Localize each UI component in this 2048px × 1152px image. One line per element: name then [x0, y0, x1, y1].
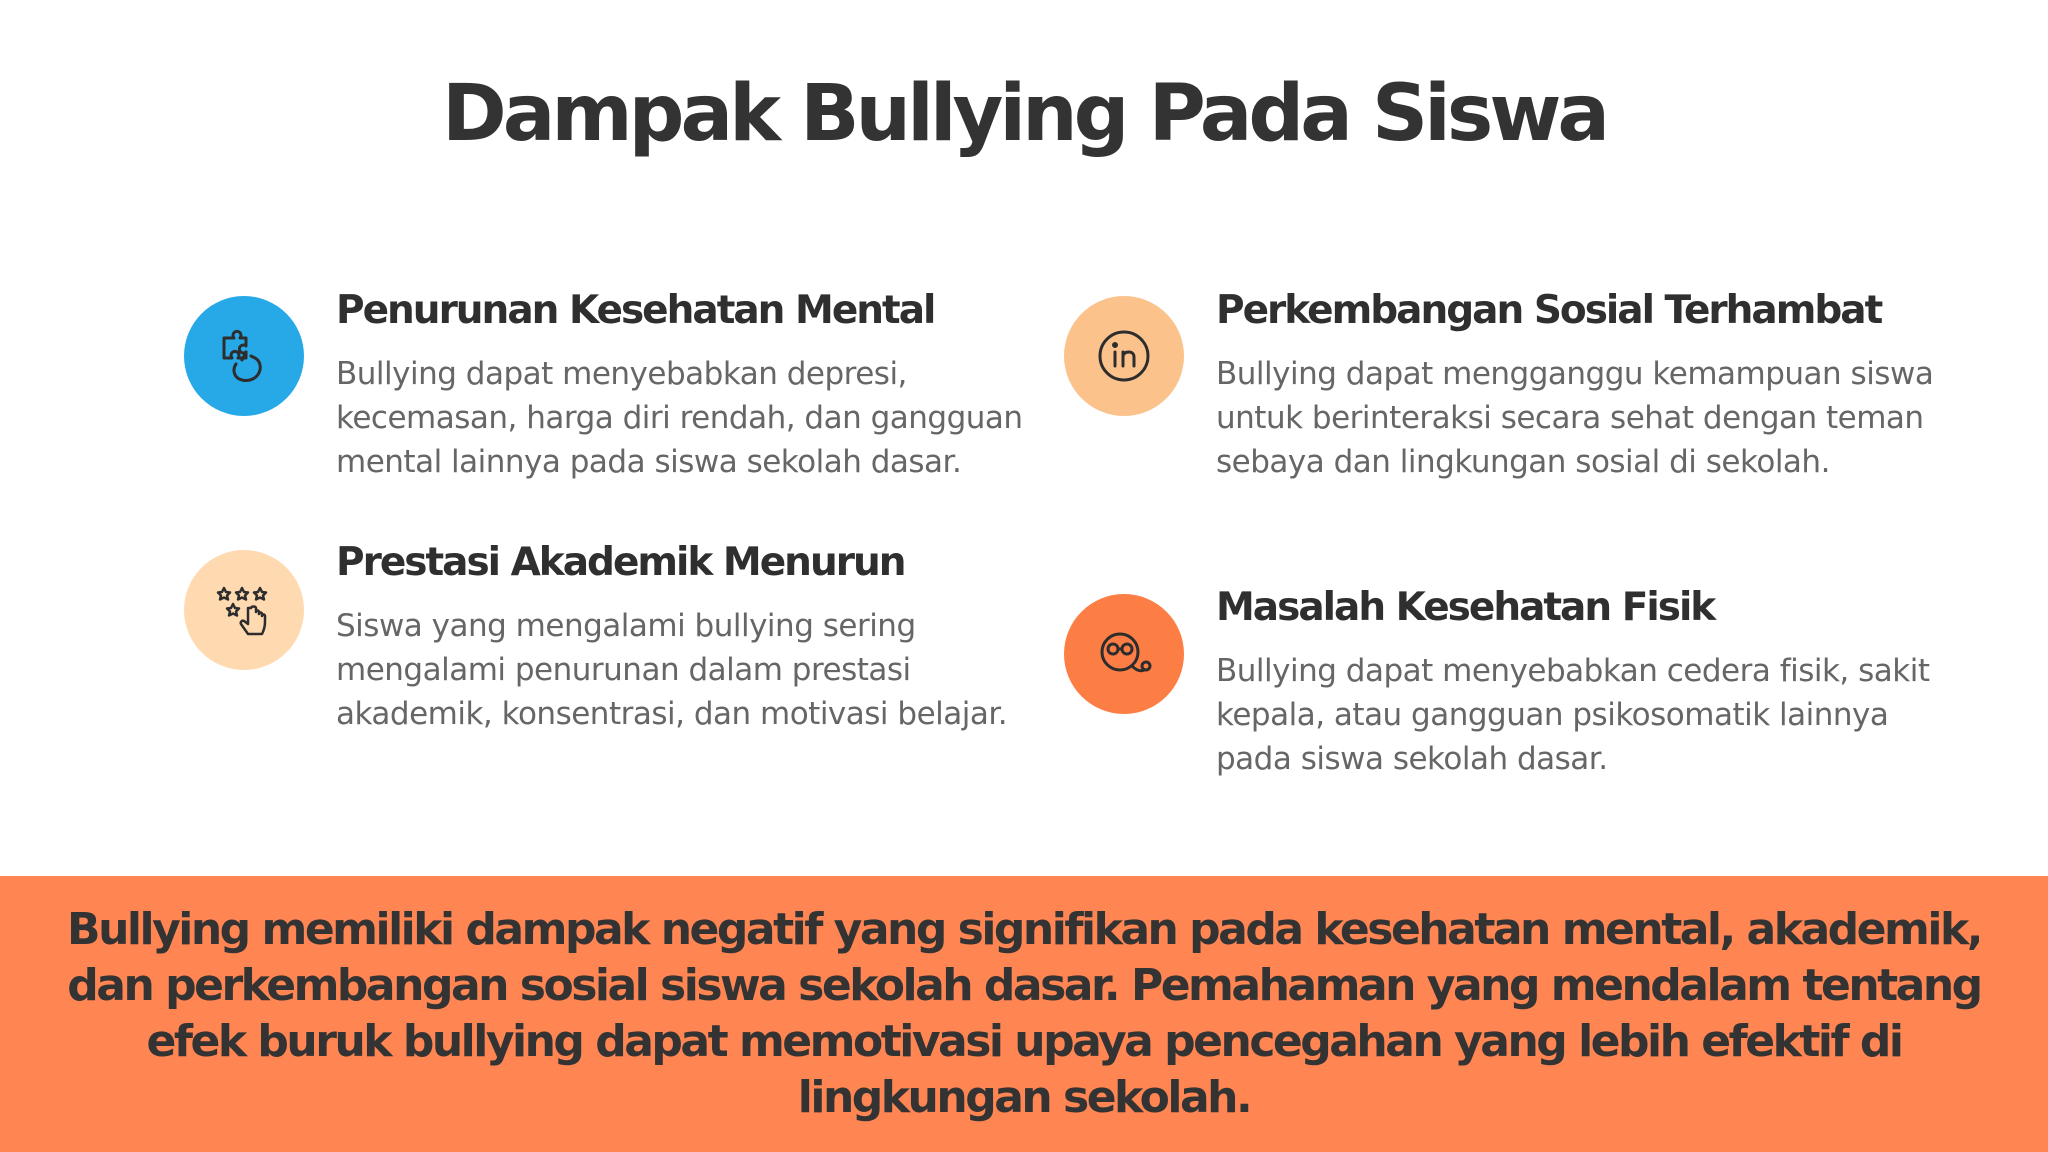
- summary-banner: [0, 876, 2048, 1152]
- item-description: Bullying dapat mengganggu kemampuan siswa untuk berinteraksi secara sehat dengan teman sebaya dan lingkungan sosial di sekolah.: [1216, 356, 1934, 480]
- academic-icon-circle: [184, 550, 304, 670]
- hand-puzzle-icon: [212, 324, 276, 388]
- item-description: Siswa yang mengalami bullying sering mengalami penurunan dalam prestasi akademik, konsentrasi, dan motivasi belajar.: [336, 608, 1008, 732]
- item-description: Bullying dapat menyebabkan depresi, kecemasan, harga diri rendah, dan gangguan mental lainnya pada siswa sekolah dasar.: [336, 356, 1023, 480]
- item-title: Masalah Kesehatan Fisik: [1216, 585, 1715, 630]
- stethoscope-icon: [1092, 622, 1156, 686]
- social-in-icon: [1092, 324, 1156, 388]
- social-icon-circle: [1064, 296, 1184, 416]
- item-description: Bullying dapat menyebabkan cedera fisik, sakit kepala, atau gangguan psikosomatik lainnya pada siswa sekolah dasar.: [1216, 653, 1930, 777]
- physical-health-icon-circle: [1064, 594, 1184, 714]
- mental-health-icon-circle: [184, 296, 304, 416]
- page-title: Dampak Bullying Pada Siswa: [441, 69, 1607, 159]
- summary-text: Bullying memiliki dampak negatif yang signifikan pada kesehatan mental, akademik, dan perkembangan sosial siswa sekolah dasar. Pemahaman yang mendalam tentang efek buruk bullying dapat memotivasi upaya pencegahan yang lebih efektif di lingkungan sekolah.: [67, 904, 1981, 1123]
- item-title: Penurunan Kesehatan Mental: [336, 288, 935, 333]
- item-title: Perkembangan Sosial Terhambat: [1216, 288, 1882, 333]
- stars-pointer-icon: [212, 578, 276, 642]
- item-title: Prestasi Akademik Menurun: [336, 540, 905, 585]
